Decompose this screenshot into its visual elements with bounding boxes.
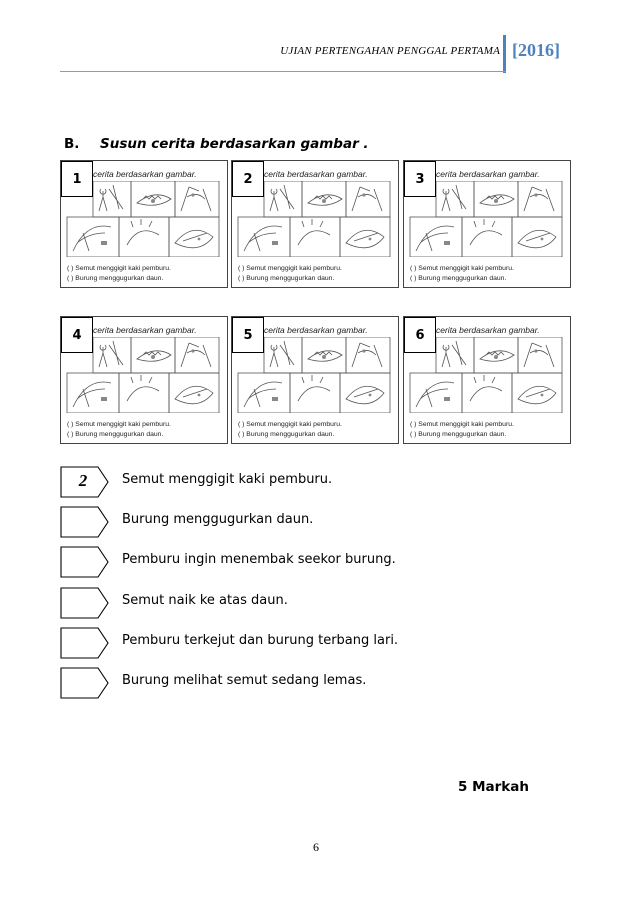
sequence-text: Semut naik ke atas daun. [122, 593, 288, 608]
answer-value [60, 546, 106, 576]
panel-caption: ( ) Burung menggugurkan daun. [67, 275, 164, 282]
picture-panel-4 [60, 316, 228, 444]
answer-value [60, 627, 106, 657]
picture-panel-1 [60, 160, 228, 288]
panel-caption: ( ) Semut menggigit kaki pemburu. [410, 421, 514, 428]
panel-caption: ( ) Burung menggugurkan daun. [238, 275, 335, 282]
header-year: [2016] [512, 40, 560, 60]
panel-caption: ( ) Semut menggigit kaki pemburu. [238, 421, 342, 428]
sequence-row [60, 587, 540, 617]
panel-caption: ( ) Semut menggigit kaki pemburu. [67, 265, 171, 272]
panel-number: 2 [232, 161, 264, 197]
sequence-text: Burung menggugurkan daun. [122, 512, 314, 527]
panel-title: cerita berdasarkan gambar. [264, 169, 368, 179]
header-divider [503, 35, 506, 73]
answer-value [60, 667, 106, 697]
sequence-text: Semut menggigit kaki pemburu. [122, 472, 333, 487]
marks-label: 5 Markah [458, 779, 529, 795]
picture-panel-5 [231, 316, 399, 444]
answer-value: 2 [78, 471, 88, 490]
sequence-row [60, 466, 540, 496]
panel-number: 6 [404, 317, 436, 353]
section-instruction: Susun cerita berdasarkan gambar . [100, 136, 369, 152]
header-title: UJIAN PERTENGAHAN PENGGAL PERTAMA [280, 45, 500, 57]
panel-title: cerita berdasarkan gambar. [436, 169, 540, 179]
panel-number: 4 [61, 317, 93, 353]
panel-number: 1 [61, 161, 93, 197]
sequence-text: Pemburu terkejut dan burung terbang lari. [122, 633, 399, 648]
panel-number: 5 [232, 317, 264, 353]
answer-value [60, 587, 106, 617]
panel-caption: ( ) Semut menggigit kaki pemburu. [238, 265, 342, 272]
panel-number: 3 [404, 161, 436, 197]
panel-caption: ( ) Semut menggigit kaki pemburu. [410, 265, 514, 272]
sequence-text: Pemburu ingin menembak seekor burung. [122, 552, 396, 567]
picture-panel-3 [403, 160, 571, 288]
sequence-text: Burung melihat semut sedang lemas. [122, 673, 367, 688]
panel-caption: ( ) Burung menggugurkan daun. [67, 431, 164, 438]
answer-value [60, 506, 106, 536]
panel-caption: ( ) Burung menggugurkan daun. [238, 431, 335, 438]
picture-panel-6 [403, 316, 571, 444]
sequence-row [60, 546, 540, 576]
picture-panel-2 [231, 160, 399, 288]
page-number: 6 [313, 840, 319, 854]
sequence-row [60, 506, 540, 536]
panel-title: cerita berdasarkan gambar. [264, 325, 368, 335]
sequence-row [60, 667, 540, 697]
section-label: B. [64, 136, 80, 152]
panel-caption: ( ) Semut menggigit kaki pemburu. [67, 421, 171, 428]
header-rule [60, 71, 506, 72]
panel-title: cerita berdasarkan gambar. [93, 325, 197, 335]
panel-caption: ( ) Burung menggugurkan daun. [410, 275, 507, 282]
panel-title: cerita berdasarkan gambar. [93, 169, 197, 179]
sequence-row [60, 627, 540, 657]
panel-title: cerita berdasarkan gambar. [436, 325, 540, 335]
panel-caption: ( ) Burung menggugurkan daun. [410, 431, 507, 438]
